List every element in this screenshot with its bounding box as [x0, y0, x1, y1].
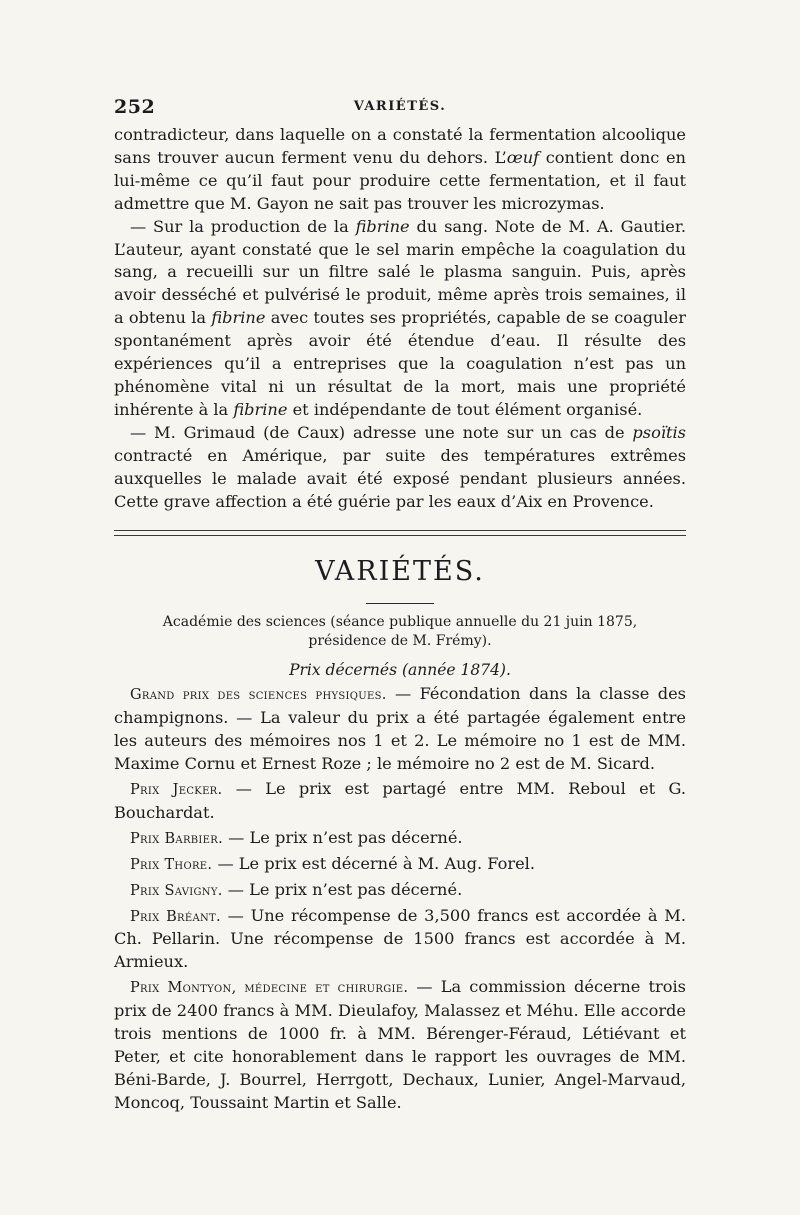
seance-info — [114, 613, 686, 651]
prize-thore: Prix Thore. — Le prix est décerné à M. Aug. Forel. — [130, 853, 535, 873]
section-divider — [114, 530, 686, 536]
prize-jecker: Prix Jecker. — Le prix est partagé entre MM. Reboul et G. Bouchardat. — [114, 779, 686, 822]
intro-paragraph-1: contradicteur, dans laquelle on a constaté la fermentation alcoolique sans trouver aucun ferment venu du dehors. L’œuf contient donc en lui-même ce qu’il faut pour produire cette fermentation, et il faut admettre que M. Gayon ne sait pas trouver les microzymas. — [114, 125, 686, 213]
prize-barbier: Prix Barbier. — Le prix n’est pas décerné. — [130, 827, 463, 847]
prize-grand-prix: Grand prix des sciences physiques. — Fécondation dans la classe des champignons. — La valeur du prix a été partagée également entre les auteurs des mémoires nos 1 et 2. Le mémoire no 1 est de MM. Maxime Cornu et Ernest Roze ; le mémoire no 2 est de M. Sicard. — [114, 684, 686, 774]
intro-paragraph-2: — Sur la production de la fibrine du sang. Note de M. A. Gautier. L’auteur, ayant constaté que le sel marin empêche la coagulation du sang, a recueilli sur un filtre salé le plasma sanguin. Puis, après avoir desséché et pulvérisé le produit, même après trois semaines, il a obtenu la fibrine avec toutes ses propriétés, capable de se coaguler spontanément après avoir été étendue d’eau. Il résulte des expériences qu’il a entreprises que la coagulation n’est pas un phénomène vital ni un résultat de la mort, mais une propriété inhérente à la fibrine et indépendante de tout élément organisé. — [114, 216, 686, 419]
seance-line-2: présidence de M. Frémy). — [308, 633, 492, 650]
title-rule — [366, 603, 434, 604]
prize-breant: Prix Bréant. — Une récompense de 3,500 francs est accordée à M. Ch. Pellarin. Une récompense de 1500 francs est accordée à M. Armieux. — [114, 905, 686, 972]
prize-montyon: Prix Montyon, médecine et chirurgie. — La commission décerne trois prix de 2400 francs à MM. Dieulafoy, Malassez et Méhu. Elle accorde trois mentions de 1000 fr. à MM. Bérenger-Féraud, Létiévant et Peter, et cite honorablement dans le rapport les ouvrages de MM. Béni-Barde, J. Bourrel, Herrgott, Dechaux, Lunier, Angel-Marvaud, Moncoq, Toussaint Martin et Salle. — [114, 977, 686, 1112]
seance-line-1: Académie des sciences (séance publique annuelle du 21 juin 1875, — [162, 614, 638, 631]
prix-decernes-heading: Prix décernés (année 1874). — [289, 661, 511, 680]
intro-paragraph-3: — M. Grimaud (de Caux) adresse une note sur un cas de psoïtis contracté en Amérique, par suite des températures extrêmes auxquelles le malade avait été exposé pendant plusieurs années. Cette grave affection a été guérie par les eaux d’Aix en Provence. — [114, 422, 686, 511]
prize-savigny: Prix Savigny. — Le prix n’est pas décerné. — [130, 879, 463, 899]
section-title: VARIÉTÉS. — [315, 556, 485, 588]
document-page — [114, 96, 686, 1115]
page-number: 252 — [114, 96, 156, 118]
running-head: VARIÉTÉS. — [353, 99, 447, 114]
page-header — [114, 96, 686, 124]
